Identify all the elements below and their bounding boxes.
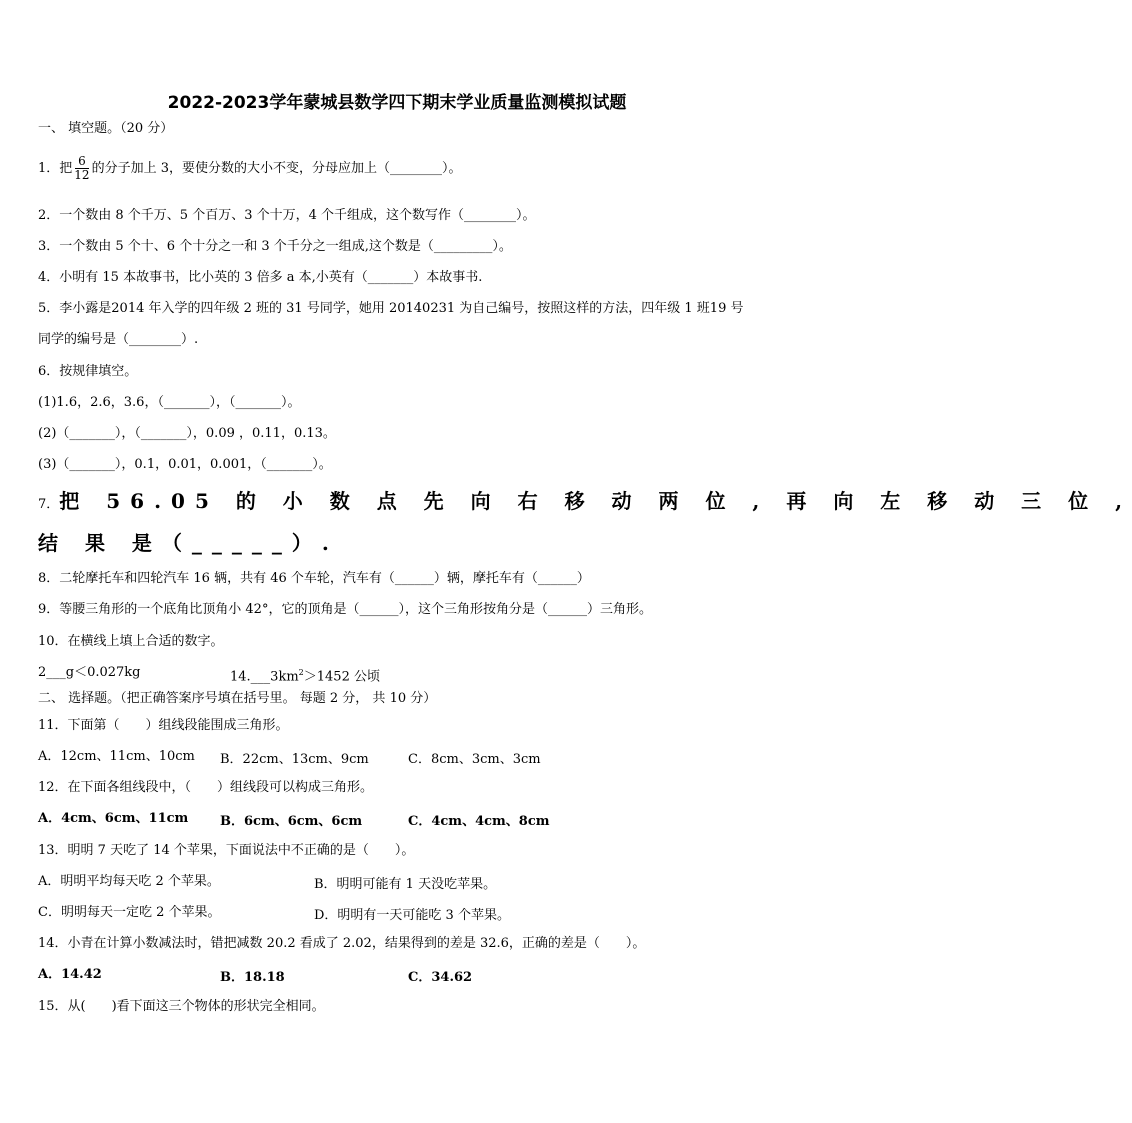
question-1 [38,155,461,182]
section-1-header: 一、 填空题。（20 分） [38,121,174,136]
fraction-denominator: 12 [74,168,90,182]
question-7-line-2: 结 果 是（_____）. [38,531,339,555]
question-10-right-post: ＞1452 公顷 [303,669,380,685]
question-9: 9．等腰三角形的一个底角比顶角小 42°，它的顶角是（______），这个三角形按角分是（______）三角形。 [38,602,652,617]
question-12-option-c: C．4cm、4cm、8cm [408,814,550,829]
question-14-option-b: B．18.18 [220,970,285,985]
question-13: 13．明明 7 天吃了 14 个苹果，下面说法中不正确的是（ ）。 [38,843,415,858]
question-10-left: 2___g＜0.027kg [38,665,141,680]
question-10: 10．在横线上填上合适的数字。 [38,634,224,649]
question-13-option-d: D．明明有一天可能吃 3 个苹果。 [314,908,510,923]
question-1-pre: 1．把 [38,161,73,176]
question-5-line-1: 5．李小露是2014 年入学的四年级 2 班的 31 号同学，她用 20140231 为自己编号，按照这样的方法，四年级 1 班19 号 [38,301,744,316]
question-13-option-c: C．明明每天一定吃 2 个苹果。 [38,905,221,920]
superscript: 2 [298,668,304,677]
question-12: 12．在下面各组线段中，（ ）组线段可以构成三角形。 [38,780,374,795]
question-11-option-b: B．22cm、13cm、9cm [220,752,369,767]
question-13-option-b: B．明明可能有 1 天没吃苹果。 [314,877,497,892]
question-13-option-a: A．明明平均每天吃 2 个苹果。 [38,874,220,889]
fraction [74,155,89,182]
question-7-line-1 [38,488,1132,514]
question-14-option-a: A．14.42 [38,967,102,982]
fraction-numerator: 6 [78,154,86,168]
question-2: 2．一个数由 8 个千万、5 个百万、3 个十万，4 个千组成，这个数写作（________）。 [38,208,536,223]
question-11: 11．下面第（ ）组线段能围成三角形。 [38,718,289,733]
question-3: 3．一个数由 5 个十、6 个十分之一和 3 个千分之一组成,这个数是（_________）。 [38,239,512,254]
question-6: 6．按规律填空。 [38,364,138,379]
question-10-right [230,664,380,686]
question-14: 14．小青在计算小数减法时，错把减数 20.2 看成了 2.02，结果得到的差是 32.6，正确的差是（ ）。 [38,936,646,951]
question-6-part-2: (2)（_______），（_______），0.09 ，0.11，0.13。 [38,426,336,441]
question-11-option-a: A．12cm、11cm、10cm [38,749,195,764]
page-title: 2022-2023学年蒙城县数学四下期末学业质量监测模拟试题 [167,93,627,113]
section-2-header: 二、 选择题。（把正确答案序号填在括号里。 每题 2 分， 共 10 分） [38,691,437,706]
question-12-option-b: B．6cm、6cm、6cm [220,814,363,829]
question-5-line-2: 同学的编号是（________）. [38,332,199,347]
question-7-number: 7． [38,497,60,512]
question-7-text: 把 56.05 的 小 数 点 先 向 右 移 动 两 位 , 再 向 左 移 动 三 位 , [59,489,1132,513]
question-14-option-c: C．34.62 [408,970,473,985]
question-15: 15．从( )看下面这三个物体的形状完全相同。 [38,999,325,1014]
question-6-part-3: (3)（_______），0.1，0.01，0.001，（_______）。 [38,457,332,472]
question-4: 4．小明有 15 本故事书，比小英的 3 倍多 a 本,小英有（_______）本故事书. [38,270,483,285]
question-12-option-a: A．4cm、6cm、11cm [38,811,189,826]
question-10-right-pre: 14.___3km [230,669,299,685]
question-11-option-c: C．8cm、3cm、3cm [408,752,541,767]
question-6-part-1: (1)1.6，2.6，3.6，（_______），（_______）。 [38,395,301,410]
question-1-post: 的分子加上 3，要使分数的大小不变，分母应加上（________）。 [91,161,462,176]
question-8: 8．二轮摩托车和四轮汽车 16 辆，共有 46 个车轮，汽车有（______）辆，摩托车有（______） [38,571,590,586]
